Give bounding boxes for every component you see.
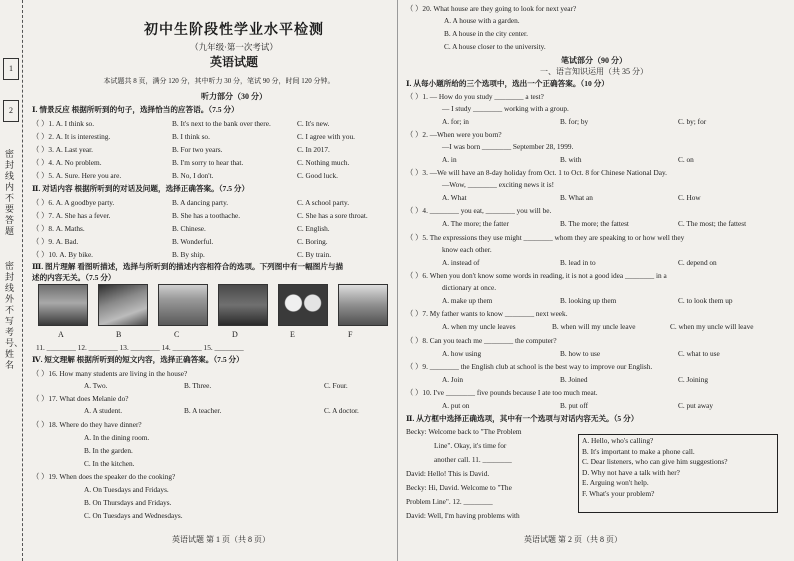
picture-label: E — [290, 330, 295, 339]
item-8-options: A. how using B. how to use C. what to use — [442, 349, 720, 358]
question-17: （ ）17. What does Melanie do? — [32, 394, 129, 403]
options-box — [578, 434, 778, 513]
item-6-cont: dictionary at once. — [442, 283, 497, 292]
question-row: （ ）6. A. A goodbye party. B. A dancing party. C. A school party. — [32, 198, 350, 207]
picture-d — [218, 284, 268, 326]
box-option: D. Why not have a talk with her? — [582, 467, 680, 477]
item-2-options: A. in B. with C. on — [442, 155, 694, 164]
written-sub-heading: 一、语言知识运用（共 35 分） — [540, 67, 648, 76]
exam-subject: 英语试题 — [209, 55, 258, 69]
listening-part-heading: 听力部分（30 分） — [201, 92, 267, 101]
exam-instructions: 本试题共 8 页，满分 120 分，其中听力 30 分，笔试 90 分，时间 120 分钟。 — [103, 77, 335, 85]
option: B. On Thursdays and Fridays. — [84, 498, 172, 507]
item-6: （ ）6. When you don't know some words in reading, it is not a good idea ________ in a — [406, 271, 667, 280]
dialog-line: another call. 11. ________ — [434, 455, 512, 464]
picture-e — [278, 284, 328, 326]
option: A. On Tuesdays and Fridays. — [84, 485, 169, 494]
question-row: （ ）4. A. No problem. B. I'm sorry to hear that. C. Nothing much. — [32, 158, 350, 167]
question-20: （ ）20. What house are they going to look for next year? — [406, 4, 577, 13]
question-16: （ ）16. How many students are living in the house? — [32, 369, 188, 378]
item-3-options: A. What B. What an C. How — [442, 193, 701, 202]
written-section-2-heading: Ⅱ. 从方框中选择正确选项，其中有一个选项与对话内容无关。（5 分） — [406, 414, 639, 423]
binding-warning: 密封线内不要答题 — [5, 150, 15, 237]
item-3-cont: —Wow, ________ exciting news it is! — [442, 180, 555, 189]
question-19: （ ）19. When does the speaker do the cooking? — [32, 472, 176, 481]
option: B. In the garden. — [84, 446, 133, 455]
written-section-1-heading: Ⅰ. 从每小题所给的三个选项中，选出一个正确答案。（10 分） — [406, 79, 609, 88]
option: C. In the kitchen. — [84, 459, 135, 468]
section-3-heading-cont: 述的内容无关。（7.5 分） — [32, 273, 116, 282]
item-3: （ ）3. —We will have an 8-day holiday from Oct. 1 to Oct. 8 for Chinese National Day. — [406, 168, 667, 177]
binding-box-top: 1 — [3, 58, 19, 80]
box-option: C. Dear listeners, who can give him suggestions? — [582, 457, 728, 467]
picture-b — [98, 284, 148, 326]
question-row: （ ）1. A. I think so. B. It's next to the bank over there. C. It's new. — [32, 119, 330, 128]
item-2: （ ）2. —When were you born? — [406, 130, 502, 139]
binding-box-bottom: 2 — [3, 100, 19, 122]
item-10-options: A. put on B. put off C. put away — [442, 401, 714, 410]
item-4-options: A. The more; the fatter B. The more; the fattest C. The most; the fattest — [442, 219, 747, 228]
written-part-heading: 笔试部分（90 分） — [561, 56, 627, 65]
option: A. A house with a garden. — [444, 16, 520, 25]
picture-a — [38, 284, 88, 326]
box-option: F. What's your problem? — [582, 488, 655, 498]
section-1-heading: Ⅰ. 情景反应 根据所听到的句子，选择恰当的应答语。（7.5 分） — [32, 105, 239, 114]
item-1: （ ）1. — How do you study ________ a test? — [406, 92, 544, 101]
item-6-options: A. make up them B. looking up them C. to look them up — [442, 296, 733, 305]
section-3-heading: Ⅲ. 图片理解 看图听描述，选择与所听到的描述内容相符合的选项。下列图中有一幅图片与描 — [32, 262, 344, 271]
binding-warning-2: 密封线外不写考号、姓名 — [5, 262, 24, 371]
question-16-options: A. Two. B. Three. C. Four. — [84, 381, 348, 390]
question-row: （ ）5. A. Sure. Here you are. B. No, I don't. C. Good luck. — [32, 171, 338, 180]
page-divider — [397, 0, 398, 561]
item-5: （ ）5. The expressions they use might ________ whom they are speaking to or how well they — [406, 233, 685, 242]
box-option: B. It's important to make a phone call. — [582, 446, 695, 456]
section-4-heading: Ⅳ. 短文理解 根据所听到的短文内容，选择正确答案。（7.5 分） — [32, 355, 244, 364]
question-row: （ ）10. A. By bike. B. By ship. C. By train. — [32, 250, 332, 259]
question-row: （ ）3. A. Last year. B. For two years. C. In 2017. — [32, 145, 330, 154]
question-row: （ ）2. A. It is interesting. B. I think so. C. I agree with you. — [32, 132, 355, 141]
item-1-options: A. for; in B. for; by C. by; for — [442, 117, 707, 126]
option: A. In the dining room. — [84, 433, 150, 442]
question-row: （ ）8. A. Maths. B. Chinese. C. English. — [32, 224, 330, 233]
dialog-line: Problem Line". 12. ________ — [406, 497, 493, 506]
exam-title: 初中生阶段性学业水平检测 — [144, 22, 324, 38]
item-7: （ ）7. My father wants to know ________ next week. — [406, 309, 568, 318]
item-9-options: A. Join B. Joined C. Joining — [442, 375, 709, 384]
box-option: A. Hello, who's calling? — [582, 436, 654, 445]
exam-subtitle: （九年级·第一次考试） — [190, 42, 278, 52]
question-row: （ ）7. A. She has a fever. B. She has a toothache. C. She has a sore throat. — [32, 211, 368, 220]
dialog-line: Becky: Hi, David. Welcome to "The — [406, 483, 512, 492]
dialog-line: David: Hello! This is David. — [406, 469, 490, 478]
item-4: （ ）4. ________ you eat, ________ you will be. — [406, 206, 552, 215]
item-1-cont: — I study ________ working with a group. — [442, 104, 569, 113]
picture-label: C — [174, 330, 180, 339]
picture-label: D — [232, 330, 238, 339]
option: B. A house in the city center. — [444, 29, 528, 38]
box-option: E. Arguing won't help. — [582, 478, 649, 488]
item-2-cont: —I was born ________ September 28, 1999. — [442, 142, 574, 151]
option: C. On Tuesdays and Wednesdays. — [84, 511, 183, 520]
picture-label: A — [58, 330, 64, 339]
item-7-options: A. when my uncle leaves B. when will my uncle leave C. when my uncle will leave — [442, 322, 754, 331]
page-1-footer: 英语试题 第 1 页（共 8 页） — [172, 535, 270, 544]
picture-f — [338, 284, 388, 326]
binding-margin — [0, 0, 23, 561]
picture-row — [38, 284, 388, 326]
picture-label: B — [116, 330, 122, 339]
question-row: （ ）9. A. Bad. B. Wonderful. C. Boring. — [32, 237, 328, 246]
dialog-line: David: Well, I'm having problems with — [406, 511, 520, 520]
item-5-options: A. instead of B. lead in to C. depend on — [442, 258, 717, 267]
item-9: （ ）9. ________ the English club at school is the best way to improve our English. — [406, 362, 653, 371]
picture-c — [158, 284, 208, 326]
picture-label: F — [348, 330, 353, 339]
page-2-footer: 英语试题 第 2 页（共 8 页） — [524, 535, 622, 544]
option: C. A house closer to the university. — [444, 42, 546, 51]
picture-answer-blanks: 11. ________ 12. ________ 13. ________ 14. ________ 15. ________ — [36, 343, 244, 352]
item-5-cont: know each other. — [442, 245, 492, 254]
section-2-heading: Ⅱ. 对话内容 根据所听到的对话及问题，选择正确答案。（7.5 分） — [32, 184, 250, 193]
dialog-line: Line". Okay, it's time for — [434, 441, 507, 450]
question-18: （ ）18. Where do they have dinner? — [32, 420, 142, 429]
dialog-line: Becky: Welcome back to "The Problem — [406, 427, 522, 436]
item-8: （ ）8. Can you teach me ________ the computer? — [406, 336, 557, 345]
item-10: （ ）10. I've ________ five pounds because I ate too much meat. — [406, 388, 598, 397]
question-17-options: A. A student. B. A teacher. C. A doctor. — [84, 406, 359, 415]
